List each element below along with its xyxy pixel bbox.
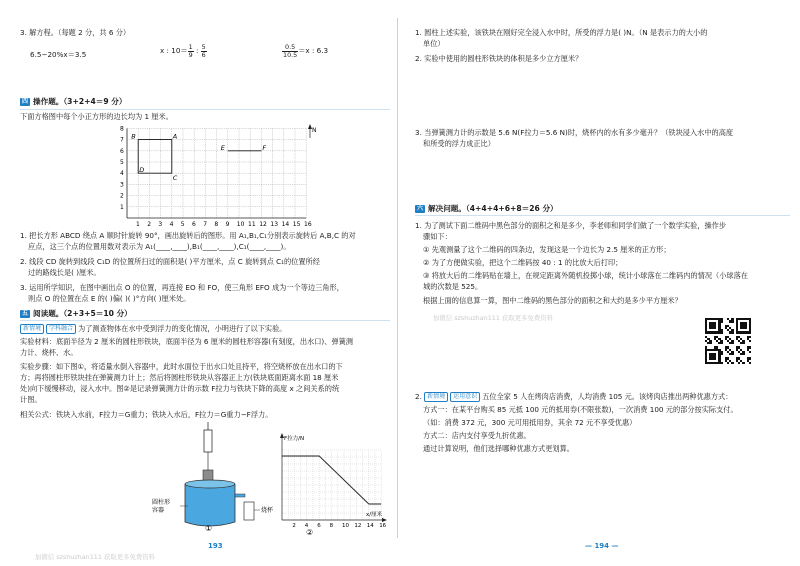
- f2-x-tick: 4: [304, 523, 309, 529]
- materials-line2: 力计、烧杯、水。: [20, 348, 78, 357]
- cylindrical-container: [185, 484, 235, 526]
- r1-line1: 1. 圆柱上述实验，该铁块在刚好完全浸入水中时，所受的浮力是( )N。（N 是表示力的大小的: [415, 28, 708, 37]
- section-6-badge: 六: [417, 205, 424, 212]
- section-5-badge: 五: [22, 310, 29, 317]
- f2-x-tick: 2: [292, 523, 296, 529]
- point-label-b: B: [131, 132, 136, 141]
- steps-line4: 计图。: [20, 395, 42, 404]
- point-label-f: F: [262, 143, 267, 152]
- x-tick: 8: [214, 221, 219, 226]
- point-label-c: C: [172, 174, 178, 183]
- q1-line1: 1. 把长方形 ABCD 绕点 A 顺时针旋转 90°，画出旋转后的图形。用 A₁,B₁,C₁分别表示旋转后 A,B,C 的对: [20, 231, 356, 240]
- x-tick: 14: [281, 221, 290, 226]
- point-label-a: A: [172, 132, 178, 141]
- north-label: N: [312, 127, 317, 134]
- q3b-line2: 则点 O 的位置在点 E 的( )偏( )( )°方向( )厘米处。: [28, 294, 191, 303]
- north-arrow: [308, 124, 317, 138]
- x-tick: 10: [236, 221, 245, 226]
- steps-line1: 实验步骤：如下图①，将适量水倒入容器中，此时水面位于出水口处且持平，将空烧杯放在出水口的下: [20, 362, 343, 371]
- figure-2-grid: [282, 450, 381, 520]
- r3-line2: 和所受的浮力成正比）: [423, 139, 495, 148]
- section-4-header: [20, 97, 126, 107]
- page-gutter: [397, 18, 398, 538]
- x-tick: 7: [203, 221, 208, 226]
- page-number-left: 193: [208, 542, 223, 550]
- x-tick: 5: [180, 221, 185, 226]
- watermark-right: 加微信 szshuzhan111 获取更多免费资料: [433, 314, 554, 322]
- p2-question: 通过计算说明，他们选择哪种优惠方式更划算。: [423, 444, 574, 453]
- y-tick: 5: [120, 159, 124, 166]
- container-label: 圆柱形: [152, 499, 171, 506]
- x-tick: 2: [147, 221, 152, 226]
- materials-line1: 实验材料：底面半径为 2 厘米的圆柱形铁块，底面半径为 6 厘米的圆柱形容器(有刻度，出水口)、弹簧测: [20, 337, 353, 346]
- y-tick: 6: [120, 147, 124, 155]
- y-tick: 2: [120, 192, 124, 200]
- section-6-header: [415, 204, 558, 214]
- q2-line1: 2. 线段 CD 旋转到线段 C₁D 的位置所扫过的面积是( )平方厘米，点 C 旋转到点 C₁的位置所经: [20, 257, 320, 266]
- section-5-title: 阅读题。（2+3+5＝10 分）: [33, 309, 132, 318]
- x-tick: 12: [259, 221, 267, 226]
- formula: 相关公式：铁块入水前，F拉力＝G重力；铁块入水后，F拉力＝G重力−F浮力。: [20, 410, 273, 419]
- p2-line1: 2. 新情境 运用意识 五位全家 5 人在烤肉店消费，人均消费 105 元。该烤肉店推出两种优惠方式：: [415, 392, 733, 401]
- watermark-left: 加微信 szshuzhan111 获取更多免费资料: [35, 553, 156, 561]
- experiment-figure-1: [150, 422, 280, 532]
- figure-1-number: ①: [205, 524, 213, 532]
- outlet: [235, 494, 245, 497]
- f2-x-tick: 12: [354, 523, 362, 529]
- x-tick: 11: [248, 221, 256, 226]
- equation-3: $\frac{0.5}{10.5}$ ＝x : 6.3: [283, 43, 329, 59]
- p1-step1: ① 先观测量了这个二维码的四条边，发现这是一个边长为 2.5 厘米的正方形；: [423, 245, 671, 254]
- beaker-label: 烧杯: [261, 507, 274, 514]
- point-label-d: D: [139, 166, 145, 175]
- p2-method1: 方式一：在某平台购买 85 元抵 100 元的抵用券(不限张数)，一次消费 100 元的部分按实际支付。: [423, 405, 738, 414]
- section-divider: [20, 109, 390, 110]
- right-page: [405, 0, 800, 566]
- equation-2: x : 10＝ $\frac{1}{9}$ : $\frac{5}{6}$: [160, 43, 206, 59]
- section-5-intro: 为了测查物体在水中受到浮力的变化情况，小明进行了以下实验。: [78, 324, 287, 333]
- f2-x-tick: 8: [329, 523, 334, 529]
- experiment-figure-2: [262, 432, 392, 536]
- p1-step3: ③ 将放大后的二维码贴在墙上，在规定距离外随机投掷小球，统计小球落在二维码内的情况（小球落在: [423, 271, 748, 280]
- q3b-line1: 3. 运用所学知识，在图中画出点 O 的位置，再连接 EO 和 FO，使三角形 EFO 成为一个等边三角形，: [20, 283, 344, 292]
- x-tick: 3: [158, 221, 163, 226]
- q2-line2: 过的路线长是( )厘米。: [28, 268, 101, 277]
- r1-line2: 单位）: [423, 39, 445, 48]
- coordinate-grid: [115, 124, 325, 226]
- point-label-e: E: [220, 143, 225, 152]
- y-tick: 7: [120, 136, 124, 144]
- left-page: [0, 0, 395, 566]
- steps-line2: 方；再将圆柱形铁块挂在弹簧测力计上；然后将圆柱形铁块从容器正上方(铁块底面距离水面 18 厘米: [20, 373, 339, 382]
- p1-line1: 1. 为了测试下面二维码中黑色部分的面积之和是多少，李老师和同学们做了一个数学实验，操作步: [415, 221, 727, 230]
- f2-x-tick: 6: [317, 523, 321, 529]
- subject-fusion-tag: 学科融合: [46, 324, 76, 334]
- grid-ticks: [120, 125, 312, 226]
- q3-solve-title: 3. 解方程。（每题 2 分，共 6 分）: [20, 28, 131, 37]
- x-tick: 9: [225, 221, 230, 226]
- p1-line2: 骤如下：: [423, 232, 452, 241]
- beaker: [244, 502, 254, 520]
- section-divider: [20, 320, 390, 321]
- y-tick: 4: [120, 170, 124, 178]
- y-tick: 1: [120, 203, 124, 211]
- figure-2-xlabel: x/厘米: [366, 512, 383, 518]
- section-5-intro-row: [20, 324, 286, 334]
- section-4-badge: 四: [22, 98, 29, 105]
- r3-line1: 3. 当弹簧测力计的示数是 5.6 N(F拉力＝5.6 N)时，烧杯内的水有多少毫升？（铁块浸入水中的高度: [415, 128, 734, 137]
- p1-step2: ② 为了方便做实验，把这个二维码按 40 : 1 的比放大后打印；: [423, 258, 623, 267]
- new-context-tag: 新情境: [424, 392, 448, 402]
- page-number-right: — 194 —: [585, 542, 619, 550]
- figure-2-ylabel: F拉力/N: [284, 436, 305, 442]
- qr-code: [705, 318, 751, 364]
- section-5-header: [20, 309, 132, 319]
- equation-1: 6.5−20%x＝3.5: [30, 50, 87, 59]
- f2-x-tick: 10: [342, 523, 349, 529]
- f2-x-tick: 14: [366, 523, 374, 529]
- container-label-2: 容器: [152, 507, 165, 514]
- x-tick: 15: [292, 221, 301, 226]
- x-tick: 16: [304, 221, 312, 226]
- x-tick: 6: [192, 221, 196, 226]
- y-tick: 3: [120, 181, 124, 189]
- r2-question: 2. 实验中使用的圆柱形铁块的体积是多少立方厘米？: [415, 54, 583, 63]
- p1-step3b: 城的次数是 525。: [423, 282, 483, 291]
- p2-method2: 方式二：店内支付享受九折优惠。: [423, 431, 531, 440]
- x-tick: 1: [136, 221, 140, 226]
- new-context-tag: 新情境: [20, 324, 44, 334]
- steps-line3: 处)向下缓慢移动，浸入水中。图②是记录弹簧测力计的示数 F拉力与铁块下降的高度 x 之间关系的统: [20, 384, 340, 393]
- application-tag: 运用意识: [450, 392, 480, 402]
- section-4-intro: 下面方格图中每个小正方形的边长均为 1 厘米。: [20, 112, 173, 121]
- section-6-title: 解决问题。（4+4+4+6+8＝26 分）: [428, 204, 558, 213]
- section-4-title: 操作题。（3+2+4＝9 分）: [33, 97, 127, 106]
- section-divider: [415, 215, 790, 216]
- figure-2-number: ②: [306, 528, 314, 536]
- p2-method1-note: （如：消费 372 元，300 元可用抵用券，其余 72 元不享受优惠）: [423, 418, 637, 427]
- q1-line2: 应点，这三个点的位置用数对表示为 A₁(____,____),B₁(____,____),C₁(____,____)。: [28, 242, 291, 251]
- f2-x-tick: 16: [379, 523, 387, 529]
- x-tick: 13: [270, 221, 279, 226]
- p1-question: 根据上面的信息算一算，图中二维码的黑色部分的面积之和大约是多少平方厘米？: [423, 296, 682, 305]
- spring-scale: [204, 430, 212, 452]
- x-tick: 4: [169, 221, 174, 226]
- y-tick: 8: [120, 125, 124, 133]
